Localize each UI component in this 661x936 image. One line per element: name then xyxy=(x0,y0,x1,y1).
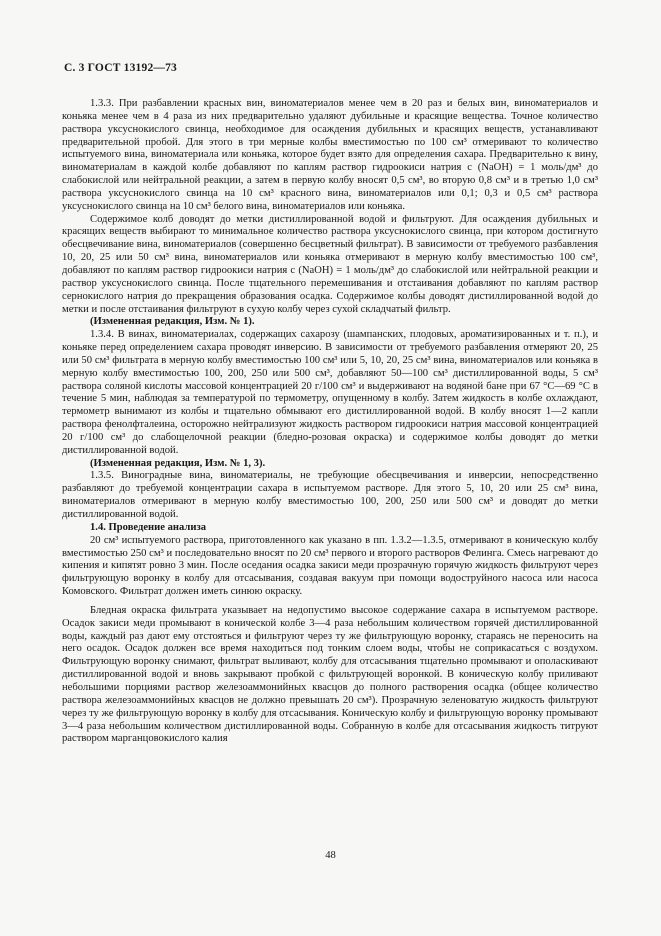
paragraph-1-3-3: 1.3.3. При разбавлении красных вин, виноматериалов менее чем в 20 раз и белых вин, виноматериалов и коньяка менее чем в 4 раза из них предварительно удаляют дубильные и красящие вещества. Точное количество раствора уксуснокислого свинца, необходимое для осаждения дубильных и красящих веществ, устанавливают предварительной пробой. Для этого в три мерные колбы вместимостью по 100 см³ отмеривают то количество испытуемого вина, виноматериала или коньяка, которое будет взято для определения сахара. Предварительно к вину, виноматериалам в каждой колбе добавляют по каплям раствор гидроокиси натрия c (NaOH) = 1 моль/дм³ до слабокислой или нейтральной реакции, а затем в первую колбу вносят 0,5 см³, во вторую 0,8 см³ и в третью 1,0 см³ раствора уксуснокислого свинца на 10 см³ красного вина, виноматериалов или 0,1; 0,3 и 0,5 см³ раствора уксуснокислого свинца на 10 см³ белого вина, виноматериалов или коньяка. xyxy=(62,98,598,212)
paragraph-filtrate: Бледная окраска фильтрата указывает на недопустимо высокое содержание сахара в испытуемом растворе. Осадок закиси меди промывают в конической колбе 3—4 раза небольшим количеством горячей дистиллированной воды, каждый раз дают ему отстояться и фильтруют через ту же фильтрующую воронку, стараясь не переносить на него осадок. Осадок должен все время находиться под тонким слоем воды, чтобы не соприкасаться с воздухом. Фильтрующую воронку снимают, фильтрат выливают, колбу для отсасывания тщательно промывают и ополаскивают дистиллированной водой и вновь закрывают пробкой с фильтрующей воронкой. В коническую колбу приливают небольшими порциями раствор железоаммонийных квасцов до полного растворения осадка (общее количество раствора железоаммонийных квасцов не должно превышать 20 см³). Прозрачную зеленоватую жидкость фильтруют через ту же фильтрующую воронку в колбу для отсасывания. Коническую колбу и фильтрующую воронку промывают 3—4 раза небольшим количеством дистиллированной воды. Собранную в колбе для отсасывания жидкость титруют раствором марганцовокислого калия xyxy=(62,604,598,745)
paragraph-filtering: Содержимое колб доводят до метки дистиллированной водой и фильтруют. Для осаждения дубильных и красящих веществ выбирают то минимальное количество раствора уксуснокислого свинца, при котором достигнуто обесцвечивание вина, виноматериалов (совершенно бесцветный фильтрат). В зависимости от требуемого разбавления 10, 20, 25 или 50 см³ вина, виноматериалов или коньяка отмеривают в мерную колбу вместимостью 100 см³, добавляют по каплям раствор гидроокиси натрия c (NaOH) = 1 моль/дм³ до слабокислой или нейтральной реакции и раствор уксуснокислого свинца. После тщательного перемешивания и отстаивания добавляют по каплям раствор сернокислого натрия до прекращения образования осадка. Содержимое колбы доводят дистиллированной водой до метки и после отстаивания фильтруют в сухую колбу через сухой складчатый фильтр. xyxy=(62,213,598,315)
amendment-note: (Измененная редакция, Изм. № 1, 3). xyxy=(90,457,266,469)
paragraph-analysis: 20 см³ испытуемого раствора, приготовленного как указано в пп. 1.3.2—1.3.5, отмеривают в коническую колбу вместимостью 250 см³ и последовательно вносят по 20 см³ первого и второго растворов Фелинга. Смесь нагревают до кипения и кипятят ровно 3 мин. После оседания осадка закиси меди прозрачную горячую жидкость фильтруют через фильтрующую воронку в колбу для отсасывания, создавая вакуум при помощи водоструйного насоса или насоса Комовского. Фильтрат должен иметь синюю окраску. xyxy=(62,534,598,598)
section-heading: 1.4. Проведение анализа xyxy=(90,521,206,533)
amendment-note: (Измененная редакция, Изм. № 1). xyxy=(90,316,255,328)
document-body xyxy=(62,98,598,746)
paragraph-1-3-5: 1.3.5. Виноградные вина, виноматериалы, не требующие обесцвечивания и инверсии, непосредственно разбавляют до требуемой концентрации сахара в испытуемом растворе. Для этого 5, 10, 20 или 25 см³ вина, виноматериалов отмеривают в мерную колбу вместимостью 100, 200, 250 или 500 см³ и доводят до метки дистиллированной водой. xyxy=(62,470,598,520)
page-header: С. 3 ГОСТ 13192—73 xyxy=(64,62,177,74)
page-number: 48 xyxy=(325,850,336,861)
paragraph-1-3-4: 1.3.4. В винах, виноматериалах, содержащих сахарозу (шампанских, плодовых, ароматизированных и т. п.), и коньяке перед определением сахара проводят инверсию. В зависимости от требуемого разбавления отмеряют 20, 25 или 50 см³ фильтрата в мерную колбу вместимостью 100 см³ или 5, 10, 20, 25 см³ вина, виноматериалов или коньяка в мерную колбу вместимостью 100, 200, 250 или 500 см³, добавляют 50—100 см³ дистиллированной воды, 5 см³ раствора соляной кислоты массовой концентрацией 20 г/100 см³ и выдерживают на водяной бане при 67 °С—69 °С в течение 5 мин, наблюдая за температурой по термометру, опущенному в колбу. Затем жидкость в колбе охлаждают, термометр вынимают из колбы и тщательно обмывают его дистиллированной водой. В колбу вносят 1—2 капли раствора фенолфталеина, осторожно нейтрализуют жидкость раствором гидроокиси натрия массовой концентрацией 20 г/100 см³ до слабощелочной реакции (бледно-розовая окраска) и содержимое колбы доводят до метки дистиллированной водой. xyxy=(62,329,598,456)
